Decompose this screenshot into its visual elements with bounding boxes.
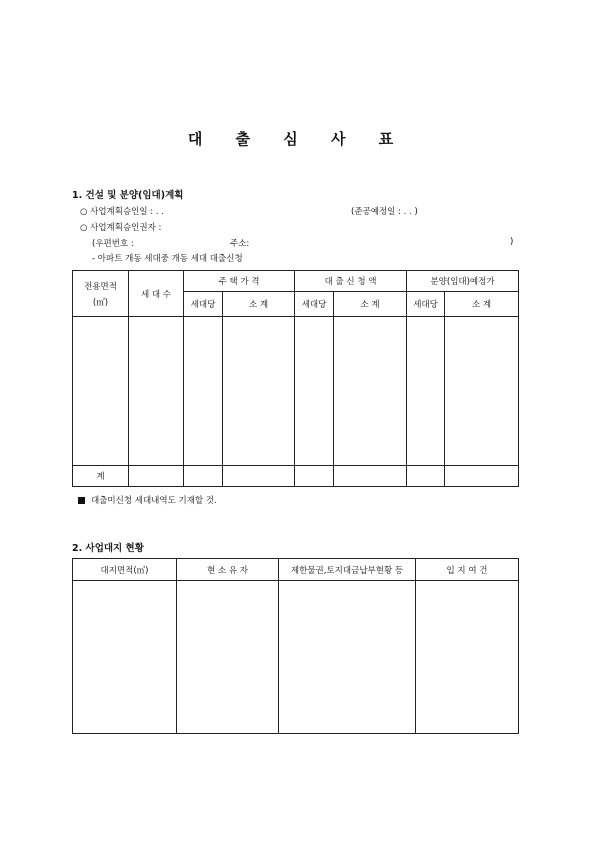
header-sale-price: 분양(임대)예정가: [407, 271, 519, 292]
header-area-label: 전용면적: [84, 281, 117, 292]
header-loan-amount: 대 출 신 청 액: [295, 271, 407, 292]
body-cell[interactable]: [334, 317, 407, 466]
total-cell[interactable]: [223, 466, 295, 487]
apartment-line: - 아파트 개동 세대중 개동 세대 대출신청: [92, 254, 243, 264]
total-cell[interactable]: [184, 466, 223, 487]
header-area: [73, 271, 129, 317]
body-cell[interactable]: [445, 317, 519, 466]
total-cell[interactable]: [445, 466, 519, 487]
document-title: 대 출 심 사 표: [187, 130, 408, 148]
completion-date-line: (준공예정일 : . . ): [351, 207, 418, 217]
total-cell[interactable]: [407, 466, 445, 487]
body-cell[interactable]: [223, 317, 295, 466]
address-close-paren: ): [510, 237, 514, 247]
approval-date-line: ○ 사업계획승인일 : . .: [80, 207, 164, 217]
subheader-sale-per-household: 세대당: [407, 292, 445, 317]
grantee-line: ○ 사업계획승인권자 :: [80, 223, 162, 233]
table-note: [78, 494, 217, 506]
subheader-price-per-household: 세대당: [184, 292, 223, 317]
header-households: 세 대 수: [129, 271, 184, 317]
header-current-owner: 현 소 유 자: [177, 559, 279, 581]
subheader-loan-subtotal: 소 계: [334, 292, 407, 317]
header-area-unit: (㎡): [92, 297, 109, 308]
header-location-conditions: 입 지 여 건: [416, 559, 519, 581]
body-cell[interactable]: [73, 317, 129, 466]
body-cell[interactable]: [73, 581, 177, 734]
total-label: 계: [73, 466, 129, 487]
body-cell[interactable]: [129, 317, 184, 466]
header-house-price: 주 택 가 격: [184, 271, 295, 292]
loan-plan-table: [72, 270, 519, 487]
subheader-loan-per-household: 세대당: [295, 292, 334, 317]
total-cell[interactable]: [129, 466, 184, 487]
total-cell[interactable]: [295, 466, 334, 487]
body-cell[interactable]: [407, 317, 445, 466]
square-bullet-icon: [78, 497, 85, 504]
postal-code-line: (우편번호 :: [92, 239, 134, 249]
subheader-price-subtotal: 소 계: [223, 292, 295, 317]
total-cell[interactable]: [334, 466, 407, 487]
subheader-sale-subtotal: 소 계: [445, 292, 519, 317]
header-site-area: 대지면적(㎡): [73, 559, 177, 581]
body-cell[interactable]: [295, 317, 334, 466]
body-cell[interactable]: [416, 581, 519, 734]
body-cell[interactable]: [184, 317, 223, 466]
body-cell[interactable]: [177, 581, 279, 734]
address-label: 주소:: [230, 239, 250, 249]
section2-heading: 2. 사업대지 현황: [72, 543, 144, 554]
table-note-text: 대출미신청 세대내역도 기재할 것.: [91, 496, 217, 506]
site-status-table: [72, 558, 519, 734]
header-encumbrance: 제한물권,토지대금납부현황 등: [279, 559, 416, 581]
body-cell[interactable]: [279, 581, 416, 734]
section1-heading: 1. 건설 및 분양(임대)계획: [72, 190, 184, 201]
